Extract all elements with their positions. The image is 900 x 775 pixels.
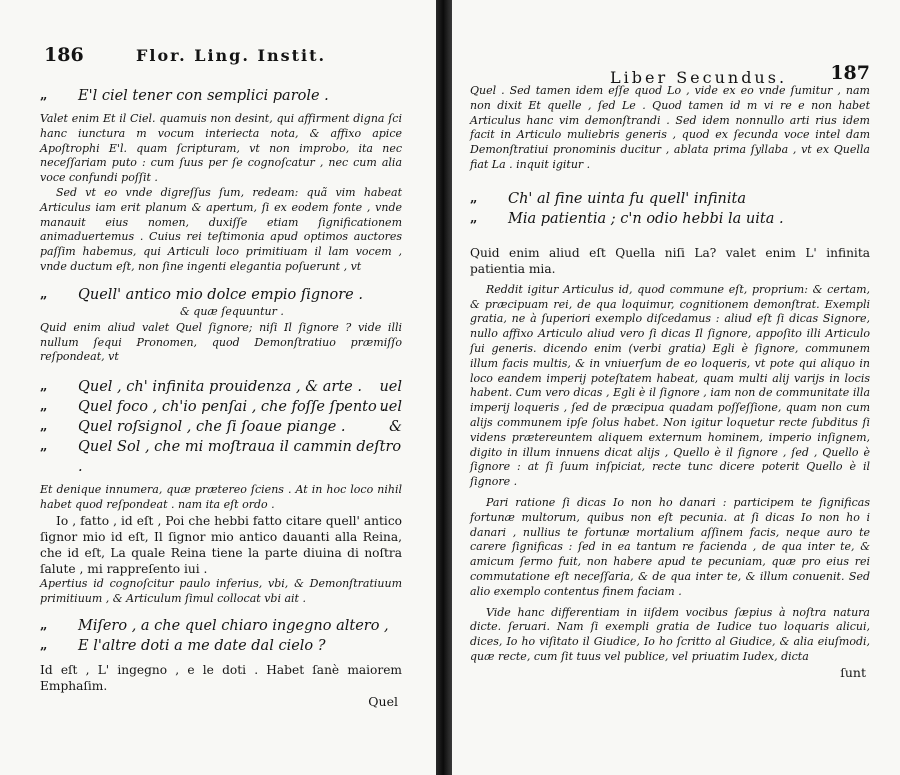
paragraph: Quel . Sed tamen idem eſſe quod Lo , vide ex eo vnde ſumitur , nam non dixit Et quelle , ſed Le . Quod tamen id m vi re e non habet Articulus hanc vim demonſtrandi . Sed idem nonnullo arti rius idem facit in Articulo muliebris generis , quod ex ſecunda voce intel dam Demonſtratiui pronominis ducitur , ablata prima ſyllaba , vt ex Quella fiat La . inquit igitur .	[470, 84, 870, 171]
margin-note: uel	[379, 399, 402, 416]
quote-mark: „	[470, 210, 478, 226]
verse-line	[40, 377, 402, 397]
quote-mark: „	[40, 88, 48, 103]
paragraph: Et denique innumera, quæ prætereo ſciens . At in hoc loco nihil habet quod reſpondeat . nam ita eſt ordo .	[40, 483, 402, 511]
verse-line	[40, 417, 402, 437]
paragraph: Reddit igitur Articulus id, quod commune eſt, proprium: & certam, & præcipuam rei, de qua loquimur, cognitionem demonſtrat. Exempli gratia, ne à ſuperiori exemplo diſcedamus : aliud eſt ſi dicas Signore, nullo affixo Articulo aliud vero ſi dicas Il ſignore, appoſito illi Articulo ſui generis. dicendo enim (verbi gratia) Egli è ſignore, communem illum facis multis, & in vniuerſum de eo loqueris, vt pote qui aliquo in loco eandem imperij poteſtatem habeat, quam multi alij varijs in locis habent. Cum vero dicas , Egli è il ſignore , iam non de communitate illa imperij loqueris , ſed de præcipua quadam poſſeſſione, quam non cum alijs communem ipſe ſolus habet. Non igitur loquetur recte ſubditus ſi videns prætereuntem aliquem externum hominem, imperio inſignem, digito in illum innuens dicat alijs , Quello è il ſignore , ſed , Quello è ſignore : at ſi ſuum inſpiciat, recte tunc dicere poterit Quello è il ſignore .	[470, 282, 870, 489]
paragraph: Pari ratione ſi dicas Io non ho danari : participem te ſignificas fortunæ multorum, quibus non eſt pecunia. at ſi dicas Io non ho i danari , nullius te fortunæ mortalium aſſinem facis, neque auro te carere ſignificas : ſed in ea tantum re facienda , de qua inter te, & amicum ſermo fuit, non habere apud te pecuniam, quæ pro eius rei commutatione eſt neceſſaria, & de qua inter te, & illum conuenit. Sed alio exemplo contentus finem faciam .	[470, 495, 870, 598]
right-page-header	[470, 62, 870, 87]
verse-text: Quel roſsignol , che ſi ſoaue piange .	[78, 419, 346, 436]
quote-mark: „	[40, 399, 48, 415]
verse-text: Ch' al fine uinta fu quell' infinita	[508, 190, 746, 207]
paragraph: Valet enim Et il Ciel. quamuis non desint, qui affirment digna ſci hanc iunctura m vocum interiecta nota, & affixo apice Apoſtrophi E'l. quam ſcripturam, vt non improbo, ita nec neceſſariam puto : cum ſuus per ſe cognoſcatur , nec cum alia voce confundi poſſit .	[40, 112, 402, 185]
left-page-header	[40, 44, 402, 80]
verse-block	[40, 86, 402, 106]
paragraph: Io , fatto , id eſt , Poi che hebbi fatto citare quell' antico ſignor mio id eſt, Il ſignor mio antico dauanti alla Reina, che id eſt, La quale Reina tiene la parte diuina di noſtra ſalute , mi rappreſento iui .	[40, 513, 402, 576]
paragraph: Quid enim aliud eſt Quella niſi La? valet enim L' infinita patientia mia.	[470, 245, 870, 276]
quote-mark: „	[40, 419, 48, 435]
verse-line	[40, 86, 402, 106]
margin-note: &	[389, 419, 402, 436]
right-page-content	[470, 0, 870, 775]
verse-line	[40, 437, 402, 477]
verse-line	[470, 189, 870, 209]
page-number: 187	[830, 62, 870, 84]
quote-mark: „	[40, 638, 48, 654]
page-number: 186	[44, 44, 84, 66]
verse-block	[40, 616, 402, 656]
verse-block	[470, 189, 870, 229]
verse-text: Quel Sol , che mi moſtraua il cammin deſtro .	[78, 439, 402, 476]
verse-continuation: & quæ ſequuntur .	[180, 304, 284, 318]
verse-text: Quel , ch' infinita prouidenza , & arte .	[78, 379, 362, 396]
running-title: Flor. Ling. Instit.	[136, 46, 327, 65]
quote-mark: „	[40, 618, 48, 634]
verse-block	[40, 377, 402, 477]
paragraph: Apertius id cognoſcitur paulo inferius, vbi, & Demonſtratiuum primitiuum , & Articulum ſimul collocat vbi ait .	[40, 576, 402, 605]
verse-text: E'l ciel tener con semplici parole .	[78, 88, 329, 104]
verse-text: Mia patientia ; c'n odio hebbi la uita .	[508, 210, 784, 227]
paragraph: Id eſt , L' ingegno , e le doti . Habet ſanè maiorem Emphaſim.	[40, 663, 402, 694]
running-title: Liber Secundus.	[610, 68, 788, 87]
verse-text: Quell' antico mio dolce empio ſignore .	[78, 286, 363, 303]
catchword: Quel	[368, 694, 398, 710]
margin-note: uel	[379, 379, 402, 396]
catchword: ſunt	[840, 664, 866, 680]
verse-line	[40, 397, 402, 417]
verse-line	[40, 616, 402, 636]
verse-text: Quel foco , ch'io penſai , che foſſe ſpento .	[78, 399, 386, 416]
verse-line	[40, 636, 402, 656]
verse-line	[470, 209, 870, 229]
quote-mark: „	[470, 190, 478, 206]
quote-mark: „	[40, 379, 48, 395]
paragraph: Quid enim aliud valet Quel ſignore; niſi Il ſignore ? vide illi nullum ſequi Pronomen, quod Demonſtratiuo præmiſſo reſpondeat, vt	[40, 320, 402, 364]
quote-mark: „	[40, 286, 48, 302]
left-page	[0, 0, 436, 775]
paragraph: Vide hanc differentiam in iiſdem vocibus ſæpius à noſtra natura dicte. ſeruari. Nam ſi exempli gratia de Iudice tuo loquaris alicui, dices, Io ho viſitato il Giudice, Io ho ſcritto al Giudice, & alia eiuſmodi, quæ recte, cum ſit tuus vel publice, vel priuatim Iudex, dicta	[470, 605, 870, 663]
verse-block	[40, 285, 402, 305]
quote-mark: „	[40, 439, 48, 455]
paragraph: Sed vt eo vnde digreſſus ſum, redeam: quã vim habeat Articulus iam erit planum & apertum, ſi ex eodem fonte , vnde manauit eius nomen, duxiſſe etiam ſignificationem animaduertemus . Cuius rei teſtimonia apud optimos auctores paſſim habemus, qui Articuli loco primitiuam il lam vocem , vnde ductum eſt, non ſine ingenti elegantia poſuerunt , vt	[40, 185, 402, 273]
verse-line	[40, 285, 402, 305]
verse-text: Miſero , a che quel chiaro ingegno altero ,	[78, 618, 389, 635]
verse-text: E l'altre doti a me date dal cielo ?	[78, 638, 326, 655]
left-page-content	[40, 0, 402, 775]
right-page	[452, 0, 900, 775]
book-gutter	[436, 0, 452, 775]
